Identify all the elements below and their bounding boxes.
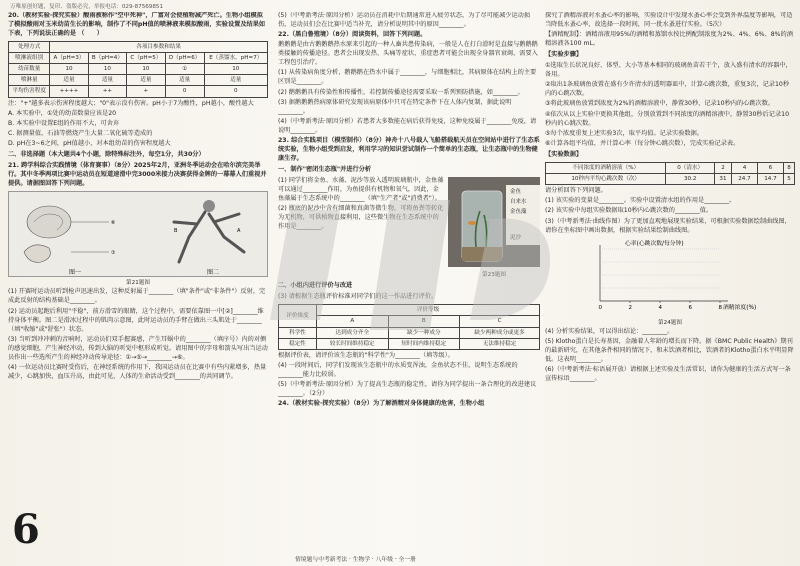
q20-head-0: 处理方式 (9, 41, 50, 52)
q24-step-1: ①选取生长状况良好、体型、大小等基本相同的玻璃鱼苗若干个，放入盛有清水的容器中，备用。 (545, 62, 792, 79)
q24-line-2: (1) 该实验的变量是________。实验中设置清水组的作用是________。 (545, 197, 736, 205)
table-row: 幼苗数量 10 10 10 ① 10 (9, 64, 268, 75)
chart-x-tick-label: 4 (658, 304, 662, 311)
q23-step1-block (278, 177, 540, 280)
q23-s1-line-1: (1) 同学们将金鱼、水藻、泥沙等放入透明玻璃瓶中，金鱼藻可以通过________作用，为鱼提供有机物和氧气，因此，金鱼藻属于生态系统中的________（填"生产者"或"消费者"）。 (278, 177, 444, 203)
q20-head-1: 各项目参数和结果 (50, 41, 268, 52)
svg-text:⑥: ⑥ (111, 220, 116, 227)
q24-line-5: (4) 分析实验结果，可以得出结论：________。 (545, 328, 674, 336)
q23-step1-text (278, 177, 444, 280)
q20-option-b: B. 本实验中设置E组的作用不大，可舍弃 (8, 119, 120, 127)
column-middle (278, 12, 540, 552)
fig-label-sand: 泥沙 (510, 235, 522, 242)
table-row: 喷淋液组别 A（pH=3） B（pH=4） C（pH=5） D（pH=6） E（蒸馏水，pH=7） (9, 53, 268, 64)
svg-text:①: ① (111, 250, 116, 257)
q24-line-4: (3)（中考新考法·曲线作图）为了更加直观地展现实验结果，可根据实验数据绘制曲线图，请你在坐标图中画出数据，根据实验结果绘制曲线图。 (545, 217, 791, 234)
svg-text:B: B (174, 228, 178, 235)
q22-line-2: (2) 鹅鹅鹅具有传染性和传播性，若控制传播途径需要采取一系列预防措施，如________。 (278, 88, 524, 96)
q23-step1: 一、制作"密闭生态瓶"并进行分析 (278, 166, 372, 174)
q20-title: 20.（教材实验·探究实验）酸雨被称作"空中死神"，广富对会使植物减产死亡。生物小组模拟了模拟酸雨对玉米幼苗生长的影响，制作了不同pH值的喷淋液来模拟酸雨，实验设置及结果如下表，下列说法正确的是 （ ） (8, 12, 266, 37)
fig2-label: 图二 (207, 269, 220, 277)
q24-result-table (545, 162, 795, 185)
table-row: 科学性 达到成分齐全 缺少一种成分 缺少两种成分或更多 (279, 327, 540, 338)
q23-figure (448, 177, 540, 280)
q24-line-3: (2) 该实验中每组实验数据取10秒内心跳次数的________值。 (545, 207, 713, 215)
fig-label-fish: 金鱼 (510, 189, 522, 196)
q22-line-1: (1) 从传染病角度分析，鹅鹅鹅在热水中属于________，与细胞相比，其病原体在结构上的主要区别是________。 (278, 69, 537, 86)
column-right (545, 12, 795, 552)
fig-label-plant: 金鱼藻 (510, 209, 527, 216)
svg-text:A: A (237, 228, 241, 235)
skater-head (203, 200, 215, 212)
q21-line-2: (2) 运动员起跑后利用"平稳"，前方滑雪的眼睛，这个过程中，需要依靠图一中[②]________维持身体平衡。图二是滑冰过程中的肌肉示意图，此时运动员的手臂在做出三头肌处于________（填"收缩"或"舒张"）状态。 (8, 307, 264, 333)
brain-drawing (27, 206, 71, 238)
q23-s2-line-1: 根据评价表，请评价该生态瓶的"科学性"为________（填等级）。 (278, 351, 454, 359)
q24-chart-svg (545, 237, 795, 319)
q22-pre: (5)（中考新考法·原因分析）运动员在消耗中后期通常进入疲劳状态，为了尽可能减少运动损伤，运动员们会在比赛中适当补充，请分析说明其中的原因________。 (278, 12, 531, 28)
q21-title: 21. 跨学科综合实践情境（体育赛事）（8分）2025年2月，亚洲冬季运动会在哈尔滨完美举行。其中冬季两项比赛中运动员在短道速滑中完3000米接力决赛获得金牌的一幕幕人们重视并提供。请据图回答下列问题。 (8, 162, 267, 188)
page-footer: 情境题与中考新考法 · 生物学 · 八年级 · 全一册 (295, 556, 416, 563)
chart-xlabel: 酒精浓度(%) (723, 304, 757, 311)
q21-figure-svg (9, 192, 267, 278)
q21-line-1: (1) 开赛时运动员听到枪声迅速出发，这种反射属于________（填"条件"或"非条件"）反射，完成此反射的结构基础是________。 (8, 288, 266, 305)
page-header: 万唯原创好题，复印、盗版必究，举报电话：029-87569851 (10, 4, 164, 10)
table-row: 10秒内平均心跳次数（次） 30.2 31 24.7 14.7 5 (546, 174, 795, 185)
chart-x-tick-label: 0 (598, 304, 602, 311)
section-2-title: 二、非选择题（本大题共4个小题，除特殊标注外，每空1分，共30分） (8, 151, 205, 159)
q24-intro: 探究了酒精溶液对水蚤心率的影响，实验设计中发现水蚤心率会受到外界温度等影响，可适当降低水蚤心率，故选择一段时间，同一批水蚤进行实验。（5次） (545, 12, 793, 28)
column-left (8, 12, 268, 552)
q23-s2-line-2: (4) 一段时间后，同学们发现该生态瓶中的水质变浑浊，金鱼状态不佳，说明生态系统的________能力比较弱。 (278, 361, 518, 378)
skater-drawing (174, 212, 244, 262)
q24-result-head: 【实验数据】 (545, 150, 583, 158)
chart-x-tick-label: 2 (628, 304, 632, 311)
q23-step2: 二、小组内进行评价与改进 (278, 282, 353, 290)
fig-label-water: 自来水 (510, 199, 527, 206)
q23-s2-line-3: (5)（中考新考法·原因分析）为了提高生态瓶的稳定性，请你为同学提出一条合理化的改进建议________。（2分） (278, 381, 537, 398)
q21-figure (8, 191, 268, 277)
q20-option-a: A. 本实验中，①处的幼苗数量应该是20 (8, 109, 117, 117)
q23-title: 23. 综合实践项目（模型制作）（8分）神舟十八号载人飞船搭载航天员在空间站中进行了生态系统实验，生物小组受到启发，利用学习的知识尝试制作一个简单的生态瓶，让生态瓶中的生物健康生存。 (278, 137, 540, 163)
q24-step-5: ⑤每个浓度重复上述实验3次，取平均值。记录实验数据。 (545, 129, 703, 137)
q20-table (8, 41, 268, 98)
table-row: 稳定性 较长时间维持稳定 短时间内维持稳定 无法维持稳定 (279, 338, 540, 349)
q24-line-6: (5) Klotho蛋白是长寿基因，金融着人年龄的增长而下降。据《BMC Public Health》期刊的最新研究，在其他条件相同的情况下，和未饮酒者相比，饮酒者的Klotho蛋白水平明显降低。这表明________。 (545, 338, 794, 364)
q24-line-1: 请分析回答下列问题。 (545, 187, 607, 195)
q23-figure-svg (448, 177, 540, 267)
page-number: 6 (12, 506, 40, 553)
q24-chart (545, 237, 795, 319)
fig1-label: 图一 (69, 269, 82, 277)
q22-passage: 鹅鹅鹅是由古鹅鹅鹅热水原来引起的一种人畜共患传染病，一般是人在打白滑时是直接与鹅鹅鹅类接触的传播途径。患者会出现发热、头痛等症状，重症患者可能会出现全身器官衰竭，需要入工程包引治疗。 (278, 41, 538, 67)
table-row: 不同浓度的酒精溶液（%） 0（清水） 2 4 6 8 (546, 162, 795, 173)
q23-s2-question: (3) 请根据生态瓶评价标准对同学们的这一作品进行评价。 (278, 293, 438, 301)
q24-step-3: ③将此玻璃鱼放置到浓度为2%的酒精溶液中，静置30秒，记录10秒内的心跳次数。 (545, 100, 775, 108)
chart-x-tick-label: 8 (718, 304, 722, 311)
q24-step-4: ④依次从以上实验中更换其他组，分别放置到不同浓度的酒精溶液中，静置30秒后记录10秒内的心跳次数。 (545, 110, 790, 127)
q24-tools: 【酒精配制】：酒精溶液用95%的酒精和蒸馏水按比例配制浓度为2%、4%、6%、8%的酒精溶液各100 mL。 (545, 31, 793, 48)
q24-title: 24.（教材实验·探究实验）（8分）为了解酒精对身体健康的危害，生物小组 (278, 400, 485, 408)
q20-option-d: D. pH在3~6之间，pH值越小，对本组幼苗的伤害程度越大 (8, 140, 171, 148)
table-row: 平均伤害程度 ++++ ++ + 0 0 (9, 86, 268, 97)
q22-line-3: (3) 据鹅鹅鹅热病原体研究发现该病原体中只可在特定条件下在人体内复制，据此说明________。 (278, 98, 512, 115)
q24-caption: 第24题图 (658, 319, 682, 326)
fish-drawing (468, 221, 476, 225)
table-row: 喷淋量 适量 适量 适量 适量 适量 (9, 75, 268, 86)
q24-step-2: ②取出1条玻璃鱼放置在盛有少许清水的透明器皿中，计算心跳次数，重复3次，记录10秒内的心跳次数。 (545, 81, 790, 98)
q23-s1-line-2: (2) 瓶底的泥沙中含有细菌和真菌等微生物，可将鱼粪等转化为无机物，可供植物直接利用，这些微生物在生态系统中的作用是________。 (278, 205, 444, 231)
q23-eval-table: 评价维度 评价等级 A B C 科学性 达到成分齐全 缺少一种成分 缺少两种成分或更多 稳定性 较长时间维持稳定 短时间内维持稳定 无法维持稳定 (278, 304, 540, 349)
q21-line-4: (4) 一位运动员比赛时受伤后，在神经系统的作用下，我国运动员在比赛中有些内紧增多，热量减少，心跳加快，血压升高，由此可见，人体的生命活动受到________的共同调节。 (8, 363, 267, 380)
q20-note: 注："+"越多表示伤害程度越大；"0"表示没有伤害。pH小于7为酸性，pH越小，酸性越大 (8, 99, 254, 107)
chart-ylabel: 心率(心跳次数/每分钟) (625, 240, 684, 247)
q24-line-7: (6)（中考新考法·标语展开放）请根据上述实验及生活常识，请你为健康的生活方式写一条宣传标语________。 (545, 366, 791, 383)
ear-drawing (24, 245, 50, 262)
q23-caption: 第23题图 (482, 272, 506, 279)
q20-option-c: C. 据测量值，石油等燃烧产生大量二氧化硫等造成的 (8, 130, 153, 138)
q21-caption: 第21题图 (126, 280, 150, 287)
sand-drawing (462, 247, 502, 261)
q21-line-3: (3) 当听到冲冲刺的音响时，运动员们双手握赛感，产生耳蜗中的________（填序号）内的对侧的感觉细胞，产生神经冲动，传到大脑的听觉中枢形成听觉。请用图中的字母和箭头写出当运动员作出一些选所产生的神经冲动传导途径：①→⑤→________→⑥。 (8, 335, 268, 361)
chart-x-tick-label: 6 (688, 304, 692, 311)
q22-line-4: (4)（中考新考法·原因分析）若患者大多数能在病后获得免疫，这种免疫属于________免疫，请说明________。 (278, 117, 537, 134)
q24-step-6: ⑥计算各组平均值，并计算心率（每分钟心跳次数），完成实验记录表。 (545, 139, 740, 147)
q22-title: 22.（黑白鲁殖境）（8分）阅读资料，回答下列问题。 (278, 31, 427, 39)
q24-steps-head: 【实验步骤】 (545, 51, 583, 59)
